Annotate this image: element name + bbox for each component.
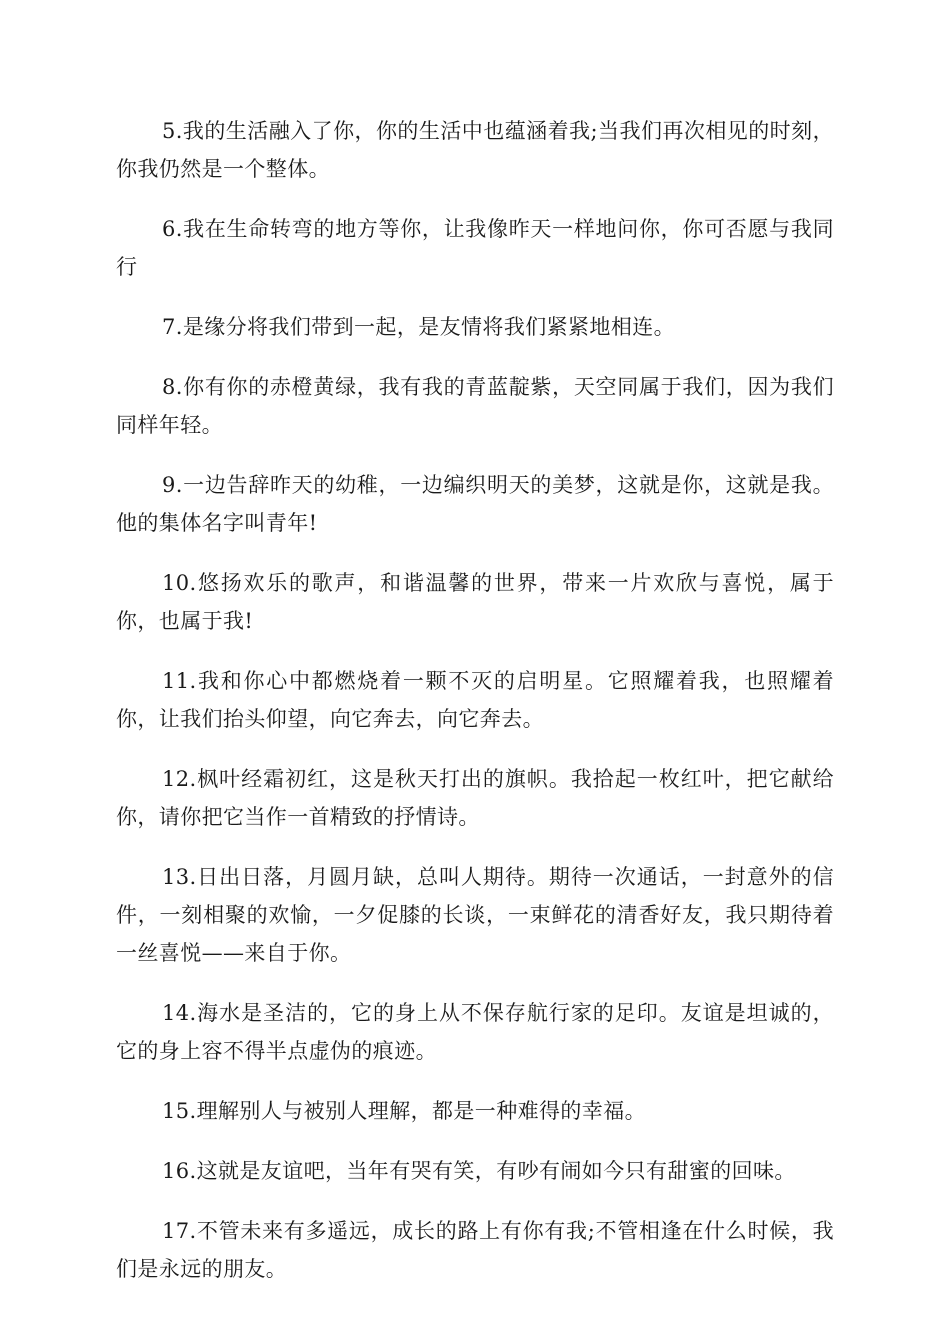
paragraph-5: 5.我的生活融入了你，你的生活中也蕴涵着我;当我们再次相见的时刻，你我仍然是一个整体。 — [116, 119, 834, 181]
paragraph-16: 16.这就是友谊吧，当年有哭有笑，有吵有闹如今只有甜蜜的回味。 — [162, 1159, 796, 1183]
paragraph-13: 13.日出日落，月圆月缺，总叫人期待。期待一次通话，一封意外的信件，一刻相聚的欢愉，一夕促膝的长谈，一束鲜花的清香好友，我只期待着一丝喜悦——来自于你。 — [116, 865, 834, 965]
paragraph-14: 14.海水是圣洁的，它的身上从不保存航行家的足印。友谊是坦诚的，它的身上容不得半点虚伪的痕迹。 — [116, 1001, 834, 1063]
paragraph-6: 6.我在生命转弯的地方等你，让我像昨天一样地问你，你可否愿与我同行 — [116, 217, 834, 279]
paragraph-12: 12.枫叶经霜初红，这是秋天打出的旗帜。我拾起一枚红叶，把它献给你，请你把它当作一首精致的抒情诗。 — [116, 767, 834, 829]
paragraph-9: 9.一边告辞昨天的幼稚，一边编织明天的美梦，这就是你，这就是我。他的集体名字叫青年! — [116, 473, 834, 535]
paragraph-15: 15.理解别人与被别人理解，都是一种难得的幸福。 — [162, 1099, 646, 1123]
paragraph-11: 11.我和你心中都燃烧着一颗不灭的启明星。它照耀着我，也照耀着你，让我们抬头仰望，向它奔去，向它奔去。 — [116, 669, 834, 731]
paragraph-10: 10.悠扬欢乐的歌声，和谐温馨的世界，带来一片欢欣与喜悦，属于你，也属于我! — [116, 571, 834, 633]
paragraph-17: 17.不管未来有多遥远，成长的路上有你有我;不管相逢在什么时候，我们是永远的朋友。 — [116, 1219, 834, 1281]
paragraph-8: 8.你有你的赤橙黄绿，我有我的青蓝靛紫，天空同属于我们，因为我们同样年轻。 — [116, 375, 834, 437]
document-body — [116, 112, 834, 1310]
paragraph-7: 7.是缘分将我们带到一起，是友情将我们紧紧地相连。 — [162, 315, 676, 339]
